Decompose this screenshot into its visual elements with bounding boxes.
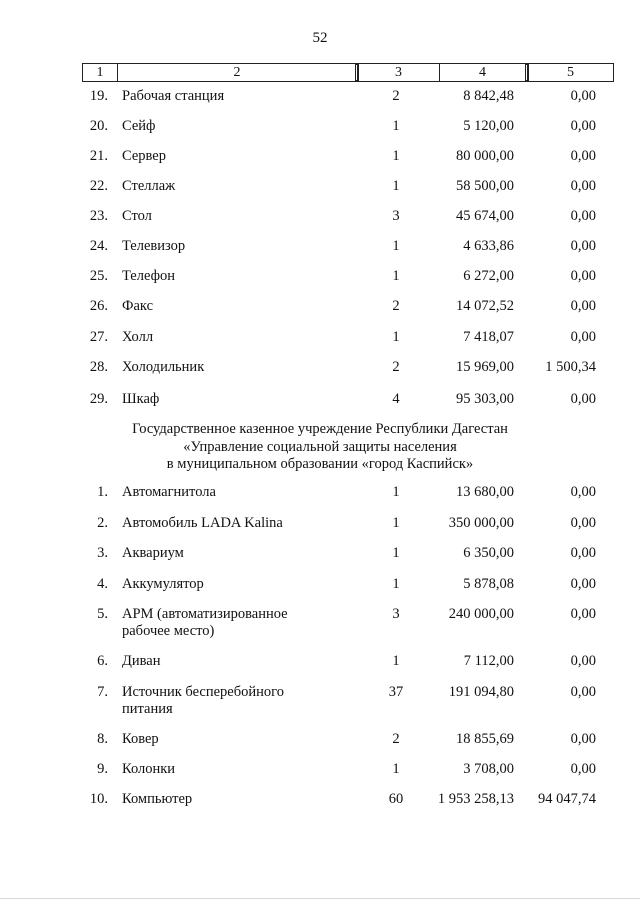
- item-amortization: 0,00: [570, 576, 596, 592]
- item-name: [122, 653, 352, 670]
- table-header: [82, 63, 614, 82]
- item-sum: 45 674,00: [456, 208, 514, 224]
- item-amortization: 0,00: [570, 298, 596, 314]
- item-quantity: 3: [392, 606, 400, 622]
- item-name: Сейф: [122, 118, 156, 134]
- item-name: Сервер: [122, 148, 166, 164]
- item-quantity: 1: [392, 484, 400, 500]
- item-amortization: 0,00: [570, 88, 596, 104]
- row-number: 3.: [97, 545, 108, 561]
- item-quantity: 1: [392, 545, 400, 561]
- item-sum: 7 418,07: [463, 329, 514, 345]
- item-sum: 13 680,00: [456, 484, 514, 500]
- item-quantity: 2: [392, 88, 400, 104]
- org-line-3: в муниципальном образовании «город Каспийск»: [166, 456, 474, 472]
- item-name-line: АРМ (автоматизированное: [122, 606, 288, 622]
- item-amortization: 0,00: [570, 545, 596, 561]
- item-name-line: Диван: [122, 653, 161, 669]
- item-amortization: 0,00: [570, 268, 596, 284]
- item-quantity: 1: [392, 515, 400, 531]
- item-amortization: 0,00: [570, 731, 596, 747]
- item-sum: 80 000,00: [456, 148, 514, 164]
- item-quantity: 1: [392, 329, 400, 345]
- item-sum: 18 855,69: [456, 731, 514, 747]
- row-number: 25.: [89, 268, 108, 284]
- item-amortization: 0,00: [570, 391, 596, 407]
- item-name-line: Автомагнитола: [122, 484, 216, 500]
- item-quantity: 3: [392, 208, 400, 224]
- item-name: [122, 484, 352, 501]
- row-number: 27.: [89, 329, 108, 345]
- item-name: [122, 761, 352, 778]
- item-name: Холодильник: [122, 359, 205, 375]
- item-amortization: 0,00: [570, 515, 596, 531]
- item-sum: 8 842,48: [463, 88, 514, 104]
- item-amortization: 0,00: [570, 118, 596, 134]
- item-quantity: 4: [392, 391, 400, 407]
- item-amortization: 0,00: [570, 761, 596, 777]
- item-name: Факс: [122, 298, 154, 314]
- item-sum: 240 000,00: [448, 606, 514, 622]
- item-amortization: 0,00: [570, 606, 596, 622]
- item-amortization: 1 500,34: [545, 359, 596, 375]
- item-name: [122, 731, 352, 748]
- item-sum: 350 000,00: [448, 515, 514, 531]
- item-quantity: 2: [392, 731, 400, 747]
- item-amortization: 0,00: [570, 484, 596, 500]
- item-quantity: 37: [388, 684, 404, 700]
- item-name-line: Автомобиль LADA Kalina: [122, 515, 283, 531]
- item-name: Рабочая станция: [122, 88, 225, 104]
- row-number: 2.: [97, 515, 108, 531]
- row-number: 21.: [89, 148, 108, 164]
- item-sum: 4 633,86: [463, 238, 514, 254]
- item-sum: 6 350,00: [463, 545, 514, 561]
- row-number: 20.: [89, 118, 108, 134]
- item-name: Телевизор: [122, 238, 186, 254]
- row-number: 6.: [97, 653, 108, 669]
- row-number: 28.: [89, 359, 108, 375]
- item-name-line: питания: [122, 701, 173, 717]
- item-name-line: рабочее место): [122, 623, 215, 639]
- item-amortization: 0,00: [570, 178, 596, 194]
- row-number: 9.: [97, 761, 108, 777]
- row-number: 5.: [97, 606, 108, 622]
- header-col-1: 1: [83, 64, 118, 81]
- item-name-line: Аккумулятор: [122, 576, 204, 592]
- item-name: [122, 576, 352, 593]
- item-sum: 7 112,00: [463, 653, 514, 669]
- row-number: 7.: [97, 684, 108, 700]
- item-name: Холл: [122, 329, 154, 345]
- page-number: 52: [312, 30, 328, 46]
- item-name: [122, 684, 352, 718]
- item-quantity: 1: [392, 576, 400, 592]
- item-quantity: 1: [392, 653, 400, 669]
- header-col-4: 4: [440, 64, 526, 81]
- item-sum: 1 953 258,13: [437, 791, 514, 807]
- item-name: [122, 515, 352, 532]
- item-quantity: 1: [392, 238, 400, 254]
- row-number: 1.: [97, 484, 108, 500]
- item-amortization: 0,00: [570, 208, 596, 224]
- item-name: Шкаф: [122, 391, 160, 407]
- item-name-line: Ковер: [122, 731, 159, 747]
- item-quantity: 1: [392, 761, 400, 777]
- item-name-line: Колонки: [122, 761, 176, 777]
- item-name-line: Аквариум: [122, 545, 184, 561]
- item-name-line: Компьютер: [122, 791, 193, 807]
- item-sum: 14 072,52: [456, 298, 514, 314]
- item-amortization: 0,00: [570, 238, 596, 254]
- page-bottom-edge: [0, 898, 640, 899]
- item-quantity: 2: [392, 359, 400, 375]
- item-sum: 3 708,00: [463, 761, 514, 777]
- header-col-3: 3: [358, 64, 440, 81]
- row-number: 26.: [89, 298, 108, 314]
- item-amortization: 0,00: [570, 148, 596, 164]
- item-name: [122, 545, 352, 562]
- item-sum: 58 500,00: [456, 178, 514, 194]
- item-name: Телефон: [122, 268, 175, 284]
- item-amortization: 0,00: [570, 329, 596, 345]
- item-name: [122, 606, 352, 640]
- item-name: [122, 791, 352, 808]
- item-amortization: 0,00: [570, 684, 596, 700]
- item-quantity: 1: [392, 268, 400, 284]
- item-name: Стол: [122, 208, 152, 224]
- item-name-line: Источник бесперебойного: [122, 684, 284, 700]
- item-quantity: 1: [392, 148, 400, 164]
- row-number: 23.: [89, 208, 108, 224]
- header-col-5: 5: [567, 65, 574, 80]
- org-line-2: «Управление социальной защиты населения: [183, 438, 457, 455]
- row-number: 4.: [97, 576, 108, 592]
- row-number: 10.: [89, 791, 108, 807]
- org-line-1: Государственное казенное учреждение Республики Дагестан: [132, 421, 508, 437]
- item-sum: 5 878,08: [463, 576, 514, 592]
- item-sum: 15 969,00: [456, 359, 514, 375]
- item-quantity: 60: [388, 791, 404, 807]
- row-number: 24.: [89, 238, 108, 254]
- organization-title: [0, 421, 640, 474]
- item-sum: 5 120,00: [463, 118, 514, 134]
- item-amortization: 0,00: [570, 653, 596, 669]
- item-sum: 191 094,80: [448, 684, 514, 700]
- item-name: Стеллаж: [122, 178, 176, 194]
- row-number: 8.: [97, 731, 108, 747]
- item-amortization: 94 047,74: [538, 791, 596, 807]
- row-number: 19.: [89, 88, 108, 104]
- item-sum: 6 272,00: [463, 268, 514, 284]
- item-quantity: 2: [392, 298, 400, 314]
- row-number: 29.: [89, 391, 108, 407]
- row-number: 22.: [89, 178, 108, 194]
- item-quantity: 1: [392, 178, 400, 194]
- item-sum: 95 303,00: [456, 391, 514, 407]
- item-quantity: 1: [392, 118, 400, 134]
- header-col-2: 2: [119, 64, 356, 81]
